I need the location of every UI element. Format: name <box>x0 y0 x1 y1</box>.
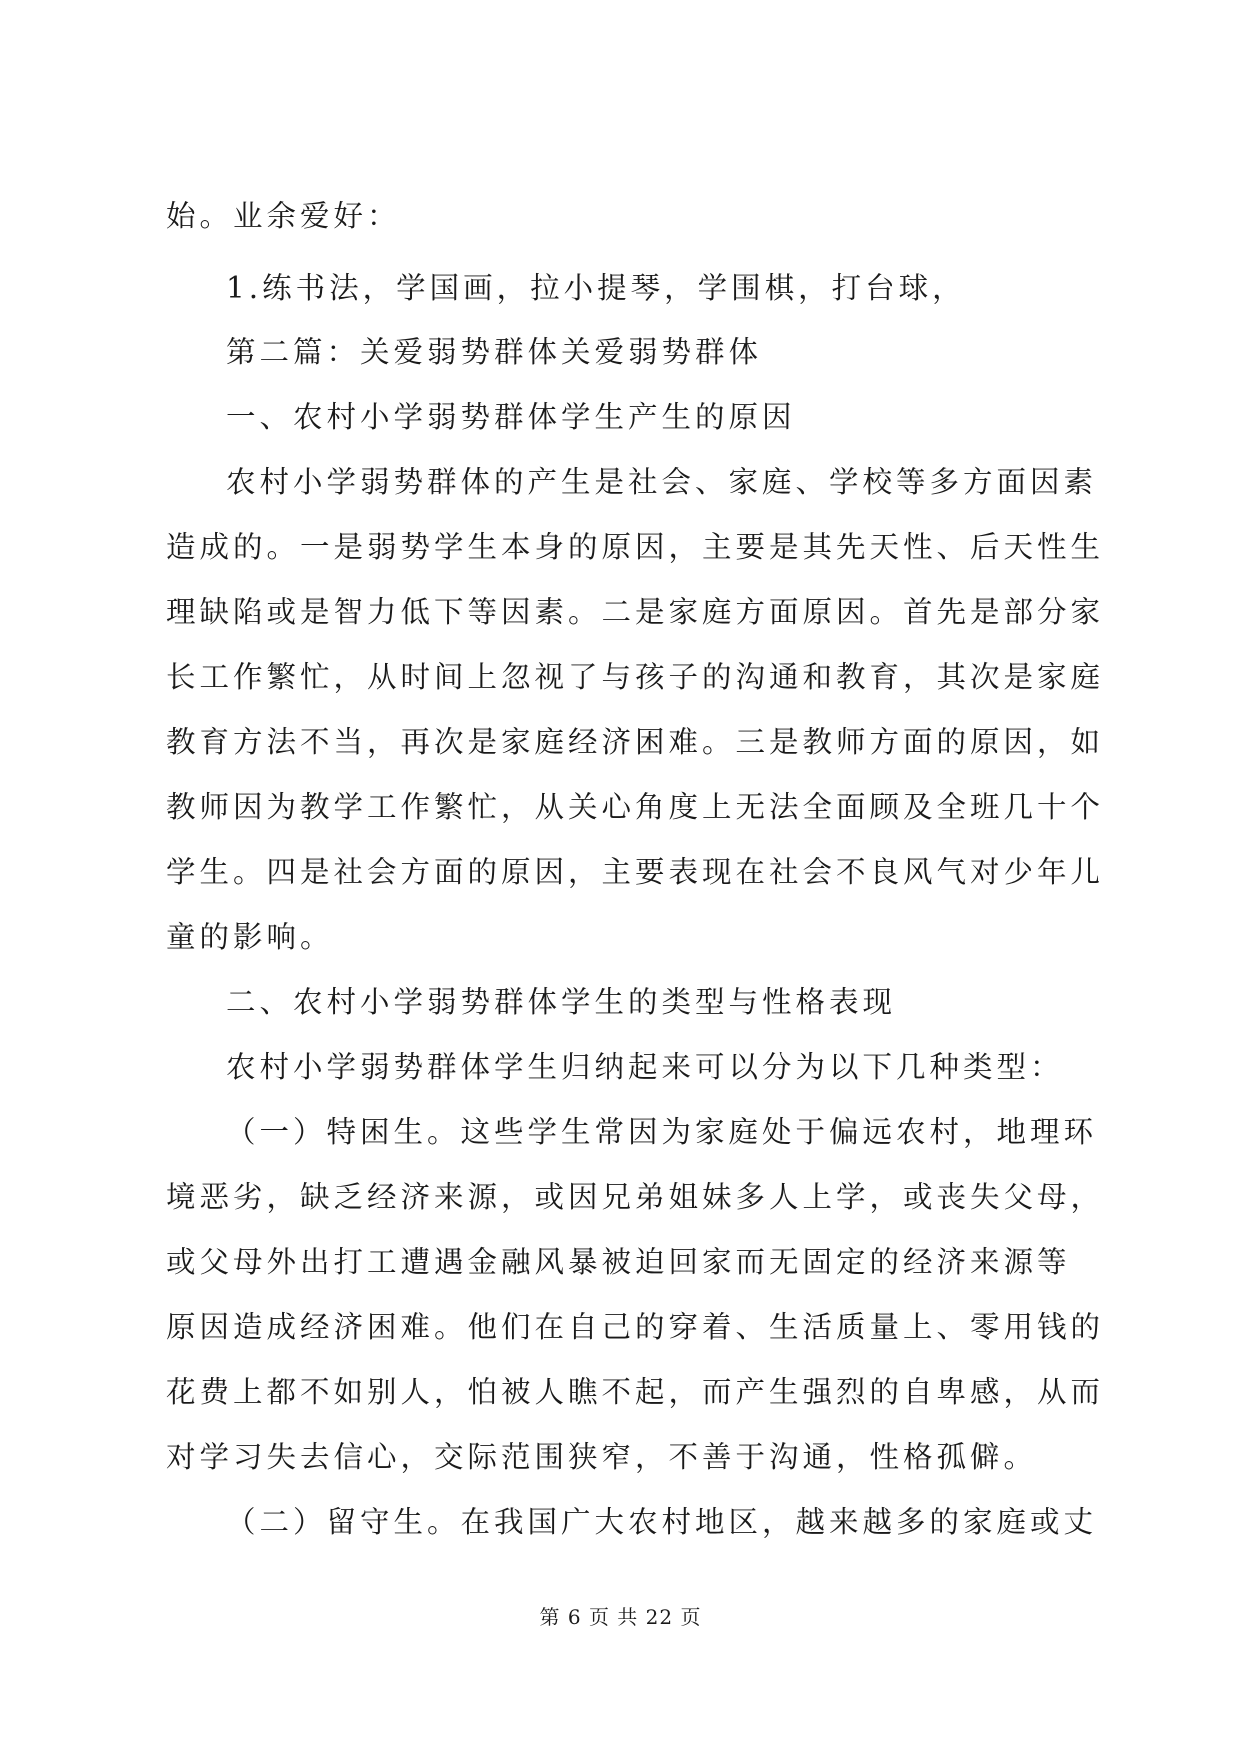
paragraph-line: 农村小学弱势群体学生归纳起来可以分为以下几种类型： <box>226 1050 1064 1084</box>
paragraph-line: 长工作繁忙，从时间上忽视了与孩子的沟通和教育，其次是家庭 <box>166 660 1105 694</box>
text-line: 1.练书法，学国画，拉小提琴，学围棋，打台球， <box>226 271 966 305</box>
paragraph-line: 童的影响。 <box>166 920 334 954</box>
paragraph-line: （一）特困生。这些学生常因为家庭处于偏远农村，地理环 <box>226 1115 1098 1149</box>
paragraph-line: 理缺陷或是智力低下等因素。二是家庭方面原因。首先是部分家 <box>166 595 1105 629</box>
paragraph-line: 造成的。一是弱势学生本身的原因，主要是其先天性、后天性生 <box>166 530 1105 564</box>
section-heading: 二、农村小学弱势群体学生的类型与性格表现 <box>226 985 897 1019</box>
paragraph-line: 原因造成经济困难。他们在自己的穿着、生活质量上、零用钱的 <box>166 1310 1105 1344</box>
text-line: 始。业余爱好： <box>166 199 401 233</box>
paragraph-line: 学生。四是社会方面的原因，主要表现在社会不良风气对少年儿 <box>166 855 1105 889</box>
paragraph-line: 或父母外出打工遭遇金融风暴被迫回家而无固定的经济来源等 <box>166 1245 1071 1279</box>
section-heading: 第二篇：关爱弱势群体关爱弱势群体 <box>226 335 763 369</box>
paragraph-line: 花费上都不如别人，怕被人瞧不起，而产生强烈的自卑感，从而 <box>166 1375 1105 1409</box>
page-number-footer: 第 6 页 共 22 页 <box>539 1605 702 1629</box>
paragraph-line: （二）留守生。在我国广大农村地区，越来越多的家庭或丈 <box>226 1505 1098 1539</box>
paragraph-line: 农村小学弱势群体的产生是社会、家庭、学校等多方面因素 <box>226 465 1098 499</box>
paragraph-line: 对学习失去信心，交际范围狭窄，不善于沟通，性格孤僻。 <box>166 1440 1038 1474</box>
paragraph-line: 教师因为教学工作繁忙，从关心角度上无法全面顾及全班几十个 <box>166 790 1105 824</box>
paragraph-line: 境恶劣，缺乏经济来源，或因兄弟姐妹多人上学，或丧失父母， <box>166 1180 1105 1214</box>
section-heading: 一、农村小学弱势群体学生产生的原因 <box>226 400 796 434</box>
paragraph-line: 教育方法不当，再次是家庭经济困难。三是教师方面的原因，如 <box>166 725 1105 759</box>
